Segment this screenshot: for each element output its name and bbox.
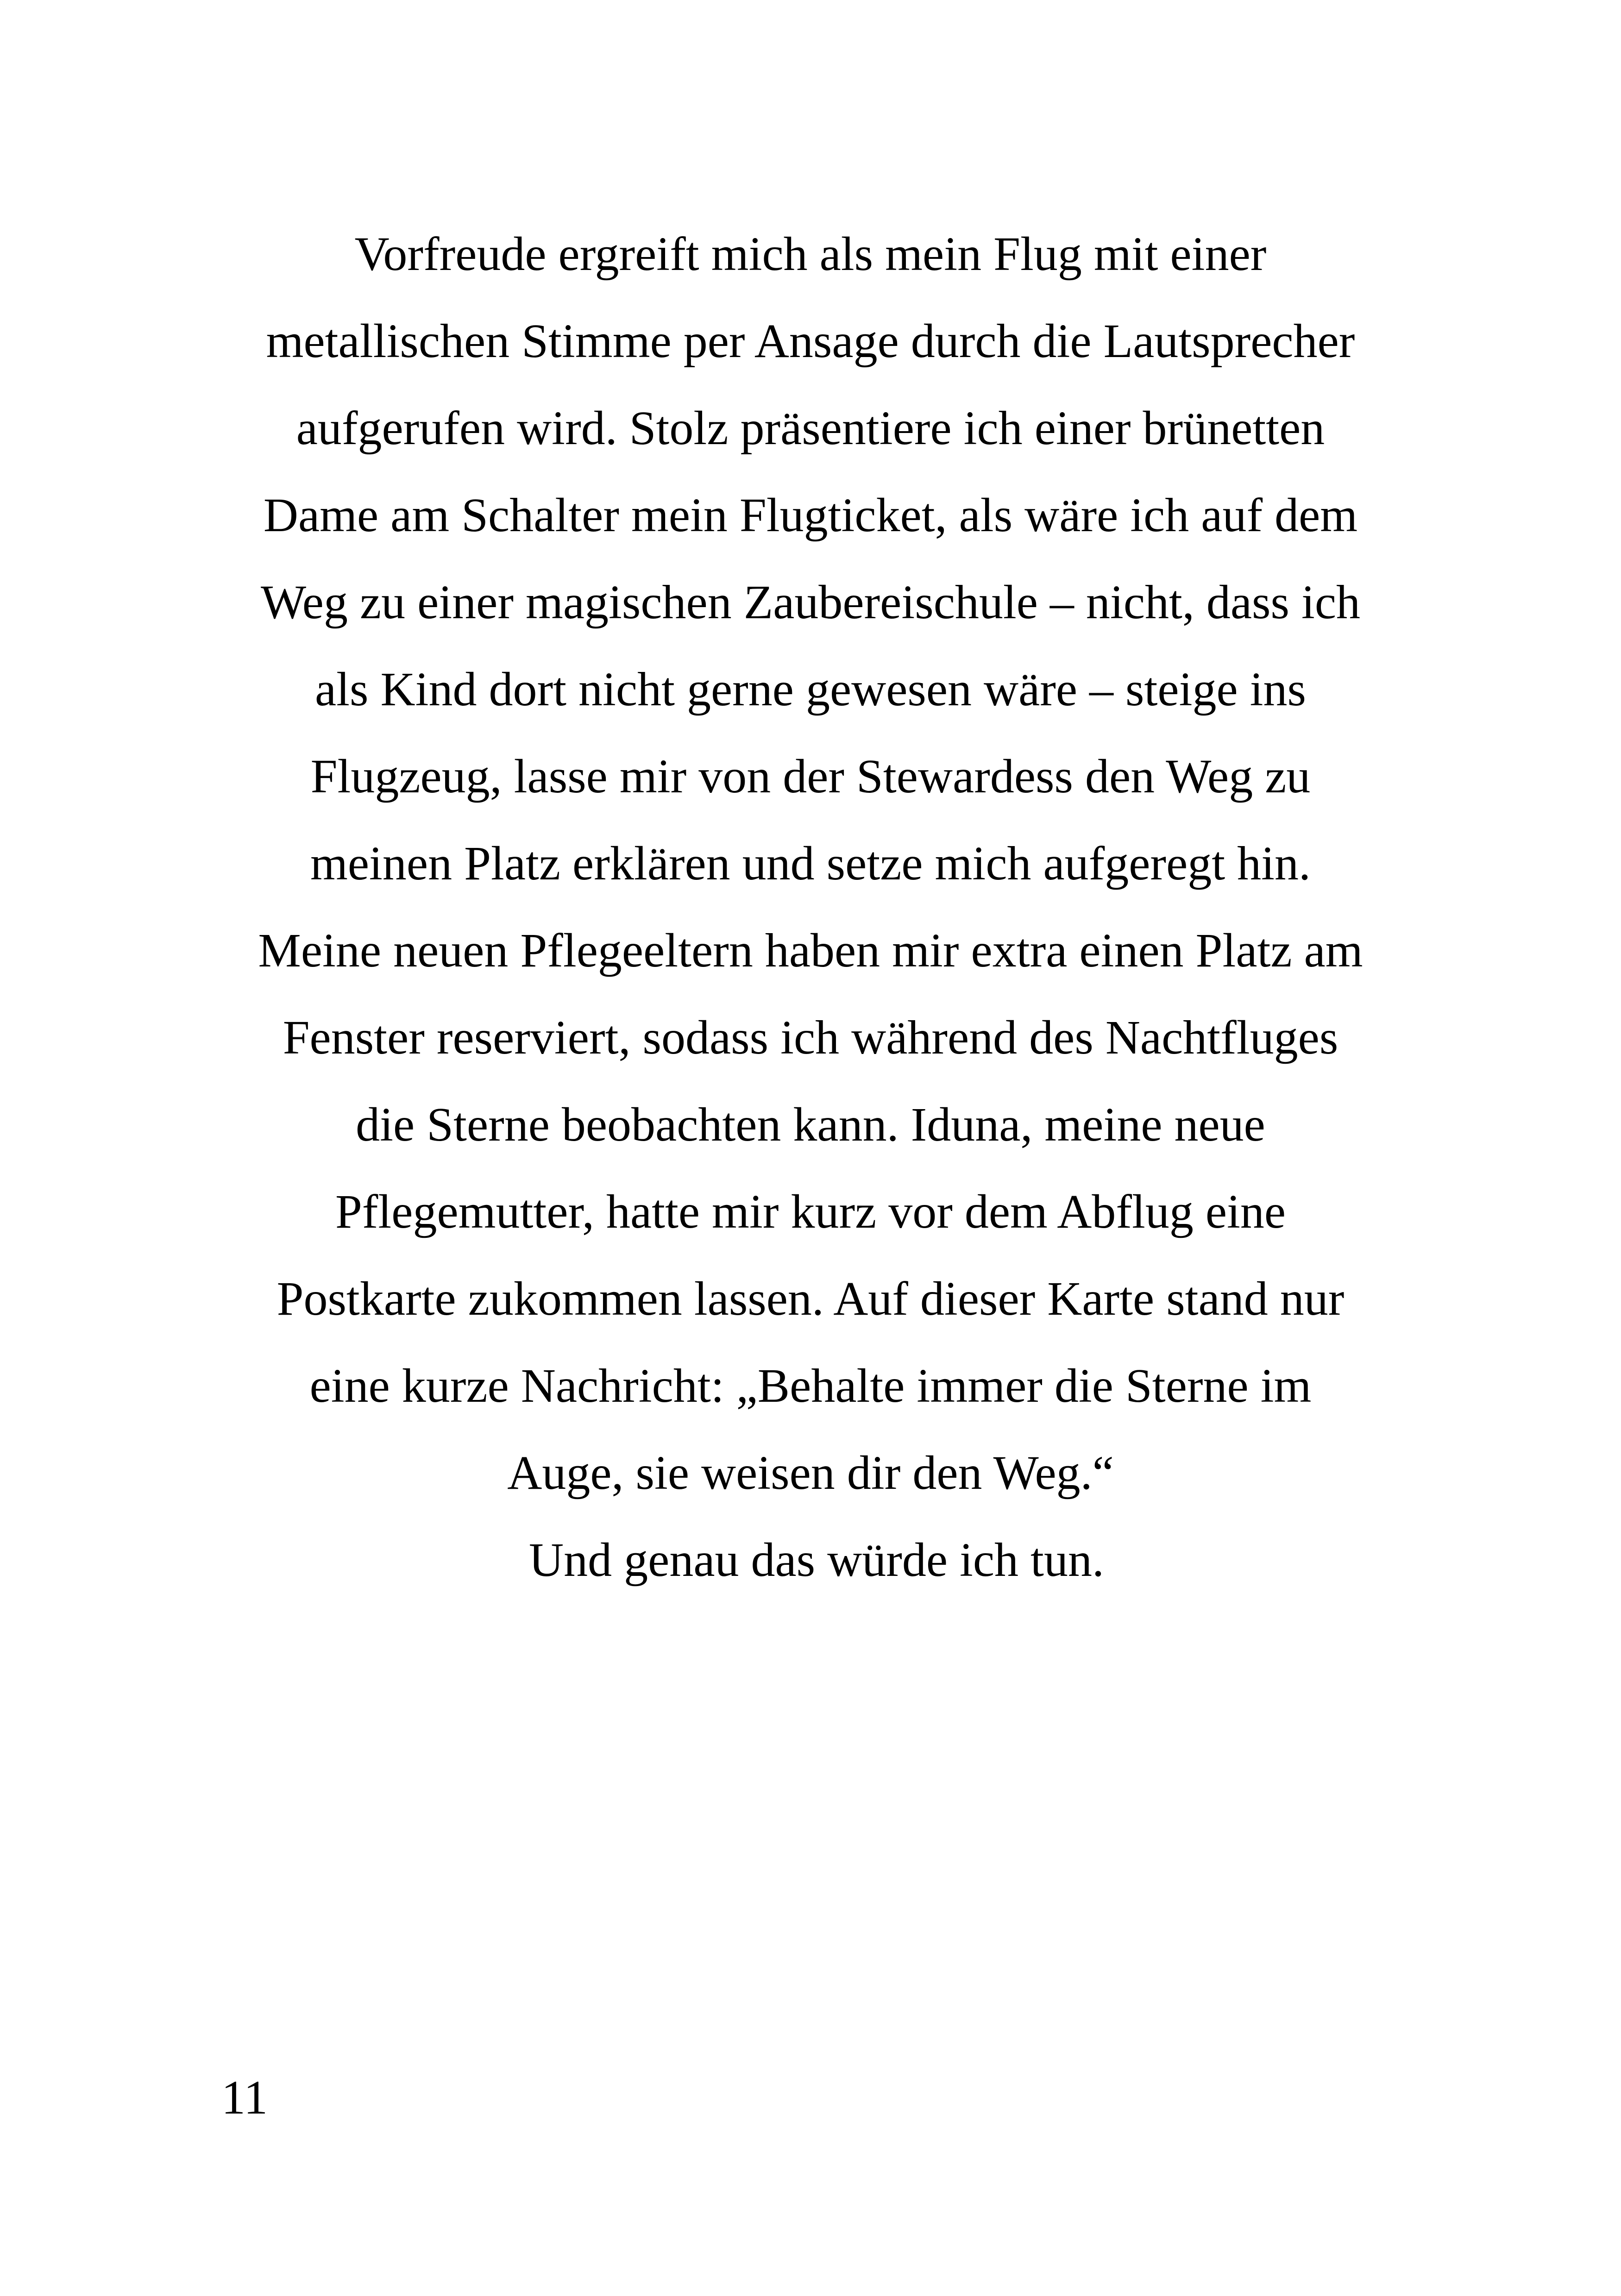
text-line: Fenster reserviert, sodass ich während des Nachtfluges xyxy=(283,1011,1338,1064)
text-line: metallischen Stimme per Ansage durch die Lautsprecher xyxy=(266,314,1355,368)
text-line: Und genau das würde ich tun. xyxy=(517,1533,1104,1587)
text-line: Weg zu einer magischen Zaubereischule – nicht, dass ich xyxy=(260,576,1361,629)
page-number: 11 xyxy=(221,2071,268,2124)
text-line: Postkarte zukommen lassen. Auf dieser Karte stand nur xyxy=(276,1272,1345,1325)
text-line: als Kind dort nicht gerne gewesen wäre – steige ins xyxy=(314,663,1307,716)
body-text xyxy=(185,211,1436,1604)
text-line: Pflegemutter, hatte mir kurz vor dem Abflug eine xyxy=(335,1185,1286,1238)
text-line: die Sterne beobachten kann. Iduna, meine neue xyxy=(356,1098,1265,1151)
text-line: meinen Platz erklären und setze mich aufgeregt hin. xyxy=(310,837,1311,890)
text-line: Meine neuen Pflegeeltern haben mir extra einen Platz am xyxy=(258,924,1363,977)
text-line: eine kurze Nachricht: „Behalte immer die Sterne im xyxy=(309,1359,1312,1412)
text-line: Vorfreude ergreift mich als mein Flug mit einer xyxy=(354,227,1267,281)
text-line: aufgerufen wird. Stolz präsentiere ich einer brünetten xyxy=(296,401,1325,455)
text-line: Auge, sie weisen dir den Weg.“ xyxy=(507,1446,1114,1499)
text-line: Dame am Schalter mein Flugticket, als wäre ich auf dem xyxy=(263,489,1358,542)
text-line: Flugzeug, lasse mir von der Stewardess den Weg zu xyxy=(310,750,1311,803)
